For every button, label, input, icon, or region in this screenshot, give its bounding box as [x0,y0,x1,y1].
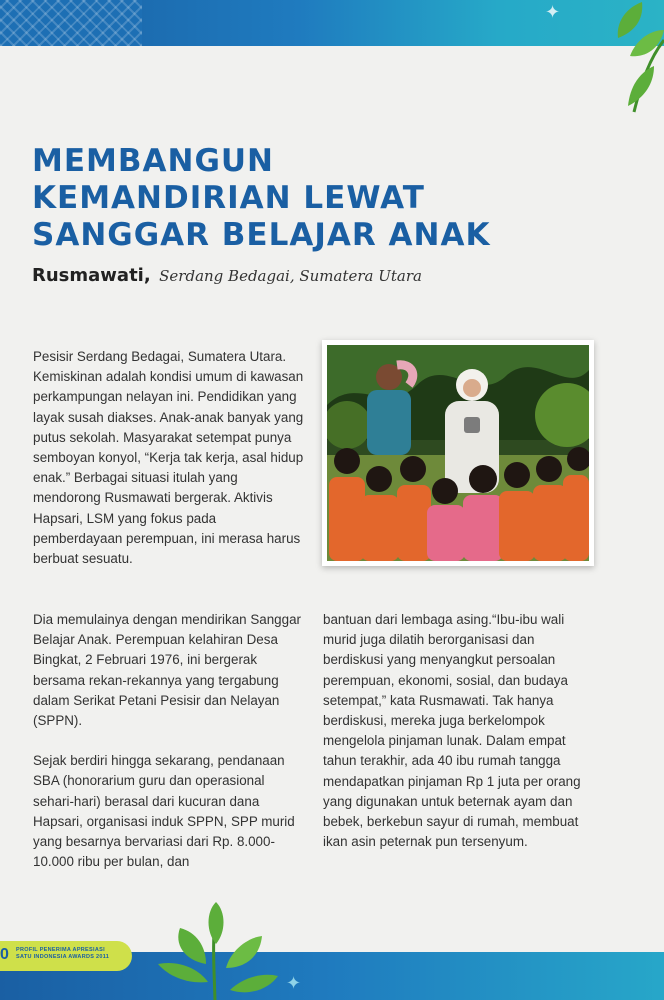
article-title [32,143,592,254]
title-line-1: MEMBANGUN [32,143,274,179]
page-number: 0 [0,946,9,963]
intro-paragraph: Pesisir Serdang Bedagai, Sumatera Utara. Kemiskinan adalah kondisi umum di kawasan perkampungan nelayan ini. Pendidikan yang layak susah diakses. Anak-anak banyak yang putus sekolah. Masyarakat setempat punya semboyan konyol, “Kerja tak kerja, asal hidup enak.” Berbagai situasi itulah yang mendorong Rusmawati bergerak. Aktivis Hapsari, LSM yang fokus pada pemberdayaan perempuan, ini merasa harus berbuat sesuatu. [33,349,304,567]
teacher-with-children-photo [327,345,589,561]
left-paragraph-1: Dia memulainya dengan mendirikan Sanggar Belajar Anak. Perempuan kelahiran Desa Bingkat, 2 Februari 1976, ini bergerak bersama rekan-rekannya yang tergabung dalam Serikat Petani Pesisir dan Nelayan (SPPN). [33,612,301,729]
intro-column [33,347,305,589]
author-line [32,265,422,286]
right-column [323,610,595,872]
title-line-3: SANGGAR BELAJAR ANAK [32,217,491,253]
right-paragraph-1: bantuan dari lembaga asing.“Ibu-ibu wali murid juga dilatih berorganisasi dan berdiskusi yang menyangkut persoalan perempuan, ekonomi, sosial, dan budaya setempat,” kata Rusmawati. Tak hanya berdiskusi, mereka juga berkelompok mengelola pinjaman lunak. Dalam empat tahun terakhir, ada 40 ibu rumah tangga mendapatkan pinjaman Rp 1 juta per orang yang digunakan untuk beternak ayam dan bebek, berkebun sayur di rumah, membuat ikan asin peternak pun tersenyum. [323,612,581,850]
leaves-decoration-icon [590,0,664,120]
sparkle-icon: ✦ [286,973,302,993]
author-location: Serdang Bedagai, Sumatera Utara [159,267,422,285]
footer-line-2: SATU INDONESIA AWARDS 2011 [16,954,110,960]
photo-frame [322,340,594,566]
footer-line-1: PROFIL PENERIMA APRESIASI [16,947,105,953]
left-paragraph-2: Sejak berdiri hingga sekarang, pendanaan SBA (honorarium guru dan operasional sehari-hari) berasal dari kucuran dana Hapsari, organisasi induk SPPN, SPP murid yang besarnya bervariasi dari Rp. 8.000-10.000 ribu per bulan, dan [33,753,295,870]
author-name: Rusmawati, [32,265,151,286]
footer-caption [16,947,128,961]
title-line-2: KEMANDIRIAN LEWAT [32,180,425,216]
header-pattern [0,0,142,46]
plant-decoration-icon [150,898,280,1000]
left-column [33,610,305,892]
sparkle-icon: ✦ [545,2,561,22]
